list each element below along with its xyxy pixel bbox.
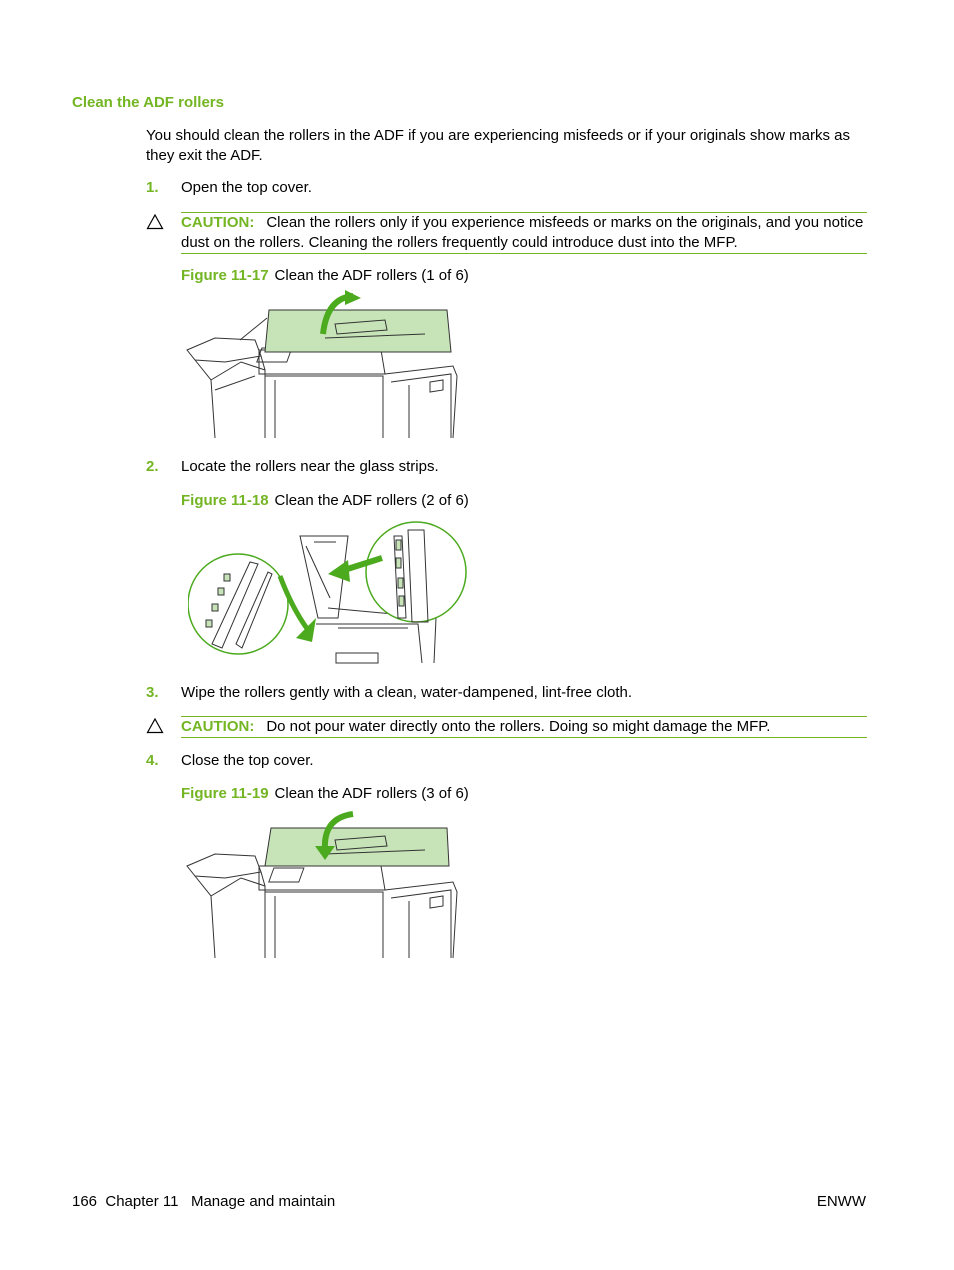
adf-rollers-location-illustration	[188, 518, 470, 666]
step-number: 4.	[146, 752, 159, 769]
caution-triangle-icon	[146, 717, 164, 735]
step-text: Wipe the rollers gently with a clean, water-dampened, lint-free cloth.	[181, 684, 633, 701]
figure-number: Figure 11-19	[181, 785, 269, 802]
footer-page-chapter: 166 Chapter 11 Manage and maintain	[72, 1193, 336, 1210]
figure-caption	[181, 785, 469, 802]
caution-triangle-icon	[146, 213, 164, 231]
figure-caption-text: Clean the ADF rollers (3 of 6)	[274, 785, 469, 802]
caution-text-block	[181, 717, 867, 737]
caution-label: CAUTION:	[181, 214, 255, 231]
step-text: Open the top cover.	[181, 179, 312, 196]
figure-number: Figure 11-18	[181, 492, 269, 509]
caution-text-block	[181, 213, 867, 253]
caution-text: Do not pour water directly onto the rollers. Doing so might damage the MFP.	[266, 718, 771, 735]
figure-caption	[181, 267, 469, 284]
footer-enww: ENWW	[816, 1193, 866, 1210]
step-number: 1.	[146, 179, 159, 196]
step-number: 2.	[146, 458, 159, 475]
caution-label: CAUTION:	[181, 718, 255, 735]
mfp-open-cover-illustration	[185, 290, 465, 440]
caution-box	[146, 212, 867, 254]
figure-caption-text: Clean the ADF rollers (1 of 6)	[274, 267, 469, 284]
caution-box	[146, 716, 867, 738]
figure-number: Figure 11-17	[181, 267, 269, 284]
caution-text: Clean the rollers only if you experience misfeeds or marks on the originals, and you notice dust on the rollers. Cleaning the rollers frequently could introduce dust into the MFP.	[181, 214, 864, 251]
figure-caption	[181, 492, 469, 509]
step-text: Locate the rollers near the glass strips.	[181, 458, 439, 475]
mfp-close-cover-illustration	[185, 810, 465, 960]
step-text: Close the top cover.	[181, 752, 314, 769]
section-title: Clean the ADF rollers	[72, 94, 224, 111]
step-number: 3.	[146, 684, 159, 701]
intro-paragraph: You should clean the rollers in the ADF if you are experiencing misfeeds or if your originals show marks as they exit the ADF.	[146, 127, 850, 164]
figure-caption-text: Clean the ADF rollers (2 of 6)	[274, 492, 469, 509]
